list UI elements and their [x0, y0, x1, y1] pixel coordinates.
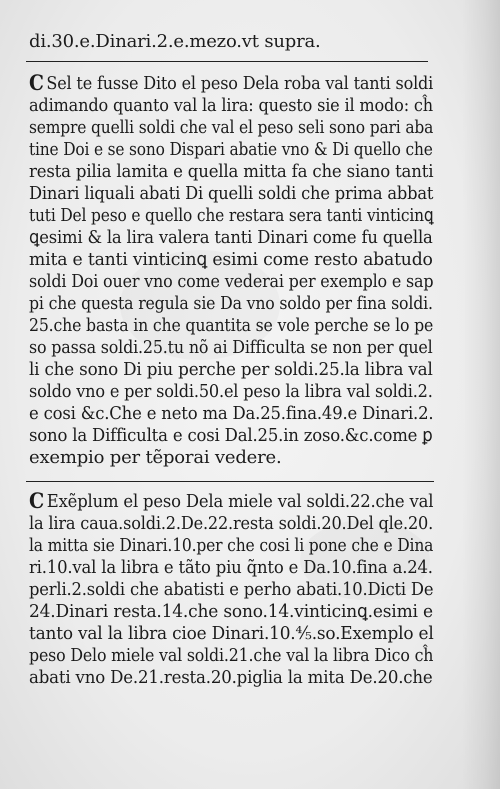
line-text: Exẽplum el peso Dela miele val soldi.22.che val: [46, 491, 434, 512]
text-line: 25.che basta in che quantita se vole perche se lo pe: [29, 315, 434, 336]
text-line: Dinari liquali abati Di quelli soldi che prima abbat: [29, 183, 434, 204]
text-line: resta pilia lamita e quella mitta fa che siano tanti: [29, 161, 434, 182]
text-line: exempio per tẽporai vedere.: [29, 447, 282, 468]
text-line: tuti Del peso e quello che restara sera tanti vinticinꝗ: [29, 205, 434, 226]
text-line: pi che questa regula sie Da vno soldo per fina soldi.: [29, 293, 433, 314]
text-line: soldi Doi ouer vno come vederai per exemplo e sap: [29, 271, 434, 292]
text-line: e cosi &c.Che e neto ma Da.25.fina.49.e Dinari.2.: [29, 403, 434, 424]
text-line: la mitta sie Dinari.10.per che cosi li pone che e Dina: [29, 535, 434, 556]
text-line: sono la Difficulta e cosi Dal.25.in zoso.&c.come ꝑ: [29, 425, 433, 446]
text-line: adimando quanto val la lira: questo sie il modo: cĥ: [29, 95, 433, 116]
text-line: tanto val la libra cioe Dinari.10.⅘.so.Exemplo el: [29, 623, 434, 644]
text-line: peso Delo miele val soldi.21.che val la libra Dico cĥ: [29, 645, 434, 666]
header-line: di.30.e.Dinari.2.e.mezo.vt supra.: [29, 31, 321, 52]
text-line: [29, 70, 434, 95]
paragraph-mark-icon: C: [29, 488, 45, 513]
text-line: perli.2.soldi che abatisti e perho abati.10.Dicti De: [29, 579, 434, 600]
section-rule: [26, 481, 434, 482]
text-line: 24.Dinari resta.14.che sono.14.vinticinꝗ.esimi e: [29, 601, 433, 622]
text-line: sempre quelli soldi che val el peso seli sono pari aba: [29, 117, 434, 138]
text-line: ꝗesimi & la lira valera tanti Dinari come fu quella: [29, 227, 433, 248]
text-line: soldo vno e per soldi.50.el peso la libra val soldi.2.: [29, 381, 433, 402]
section-rule: [26, 61, 428, 62]
line-text: Sel te fusse Dito el peso Dela roba val tanti soldi: [46, 73, 434, 94]
text-line: la lira caua.soldi.2.De.22.resta soldi.20.Del qle.20.: [29, 513, 434, 534]
text-line: mita e tanti vinticinꝗ esimi come resto abatudo: [29, 249, 433, 270]
page-edge-shadow: [462, 0, 500, 789]
text-line: ri.10.val la libra e tãto piu q̃nto e Da.10.fina a.24.: [29, 557, 433, 578]
paragraph-mark-icon: C: [29, 70, 44, 95]
text-line: [29, 488, 434, 513]
text-line: abati vno De.21.resta.20.piglia la mita De.20.che: [29, 667, 433, 688]
text-line: li che sono Di piu perche per soldi.25.la libra val: [29, 359, 433, 380]
text-line: tine Doi e se sono Dispari abatie vno & Di quello che: [29, 139, 433, 160]
text-line: so passa soldi.25.tu nõ ai Difficulta se non per quel: [29, 337, 433, 358]
